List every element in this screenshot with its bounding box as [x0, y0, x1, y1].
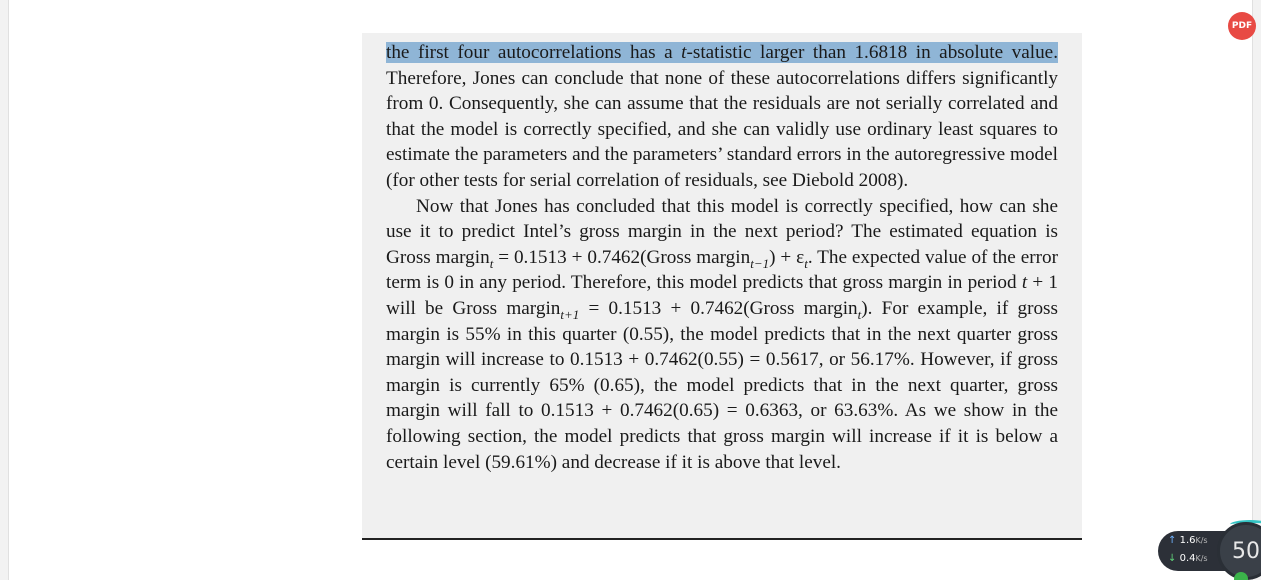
subscript: t−1 — [750, 255, 770, 271]
download-unit: K/s — [1195, 554, 1208, 563]
para2-text: = 0.1513 + 0.7462(Gross margin — [579, 297, 858, 319]
upload-unit: K/s — [1195, 536, 1208, 545]
paragraph-1-text: Therefore, Jones can conclude that none of these autocorrelations differs significantly from 0. Consequently, she can assume that the residuals are not serially correlated and that the model is correctly specified, and she can validly use ordinary least squares to estimate the parameters and the parameters’ standard errors in the autoregressive model (for other tests for serial correlation of residuals, see Diebold 2008). — [386, 67, 1058, 191]
para2-text: Now that Jones has concluded that this model is correctly specified, how can she use it to predict Intel’s gross margin in the next period? The estimated equation is Gross margin — [386, 195, 1058, 268]
pdf-convert-button[interactable] — [1228, 12, 1256, 40]
paragraph-2[interactable] — [386, 194, 1058, 476]
gauge-value: 50 — [1232, 538, 1260, 564]
download-speed — [1168, 553, 1208, 564]
para2-text: + 1 will be Gross margin — [386, 272, 1058, 319]
subscript: t — [489, 255, 494, 271]
para2-text: ) + ε — [769, 246, 805, 268]
left-page-margin — [0, 0, 9, 580]
para2-text: . The expected value of the error term is 0 in any period. Therefore, this model predicts that gross margin in period — [386, 246, 1058, 294]
subscript: t — [804, 255, 808, 271]
selected-text[interactable] — [386, 42, 1058, 63]
paragraph-1[interactable] — [386, 40, 1058, 194]
selected-text-part: -statistic larger than 1.6818 in absolute value. — [686, 42, 1058, 63]
download-value: 0.4 — [1179, 553, 1196, 564]
document-body[interactable] — [386, 40, 1058, 475]
para2-text: ). For example, if gross margin is 55% in this quarter (0.55), the model predicts that in the next quarter gross margin will increase to 0.1513 + 0.7462(0.55) = 0.5617, or 56.17%. However, if gross margin is currently 65% (0.65), the model predicts that in the next quarter, gross margin will fall to 0.1513 + 0.7462(0.65) = 0.6363, or 63.63%. As we show in the following section, the model predicts that gross margin will increase if it is below a certain level (59.61%) and decrease if it is above that level. — [386, 297, 1058, 473]
upload-speed — [1168, 535, 1208, 546]
subscript: t — [857, 306, 862, 322]
period-var: t — [1021, 272, 1028, 294]
para2-text: = 0.1513 + 0.7462(Gross margin — [493, 246, 751, 268]
download-arrow-icon: ↓ — [1168, 553, 1177, 564]
right-page-margin — [1252, 0, 1261, 580]
upload-arrow-icon: ↑ — [1168, 535, 1177, 546]
t-statistic-var: t — [681, 42, 687, 63]
upload-value: 1.6 — [1179, 535, 1196, 546]
pdf-icon: PDF — [1231, 21, 1253, 31]
subscript: t+1 — [560, 306, 580, 322]
green-indicator — [1234, 572, 1248, 580]
selected-text-part: the first four autocorrelations has a — [386, 42, 682, 63]
